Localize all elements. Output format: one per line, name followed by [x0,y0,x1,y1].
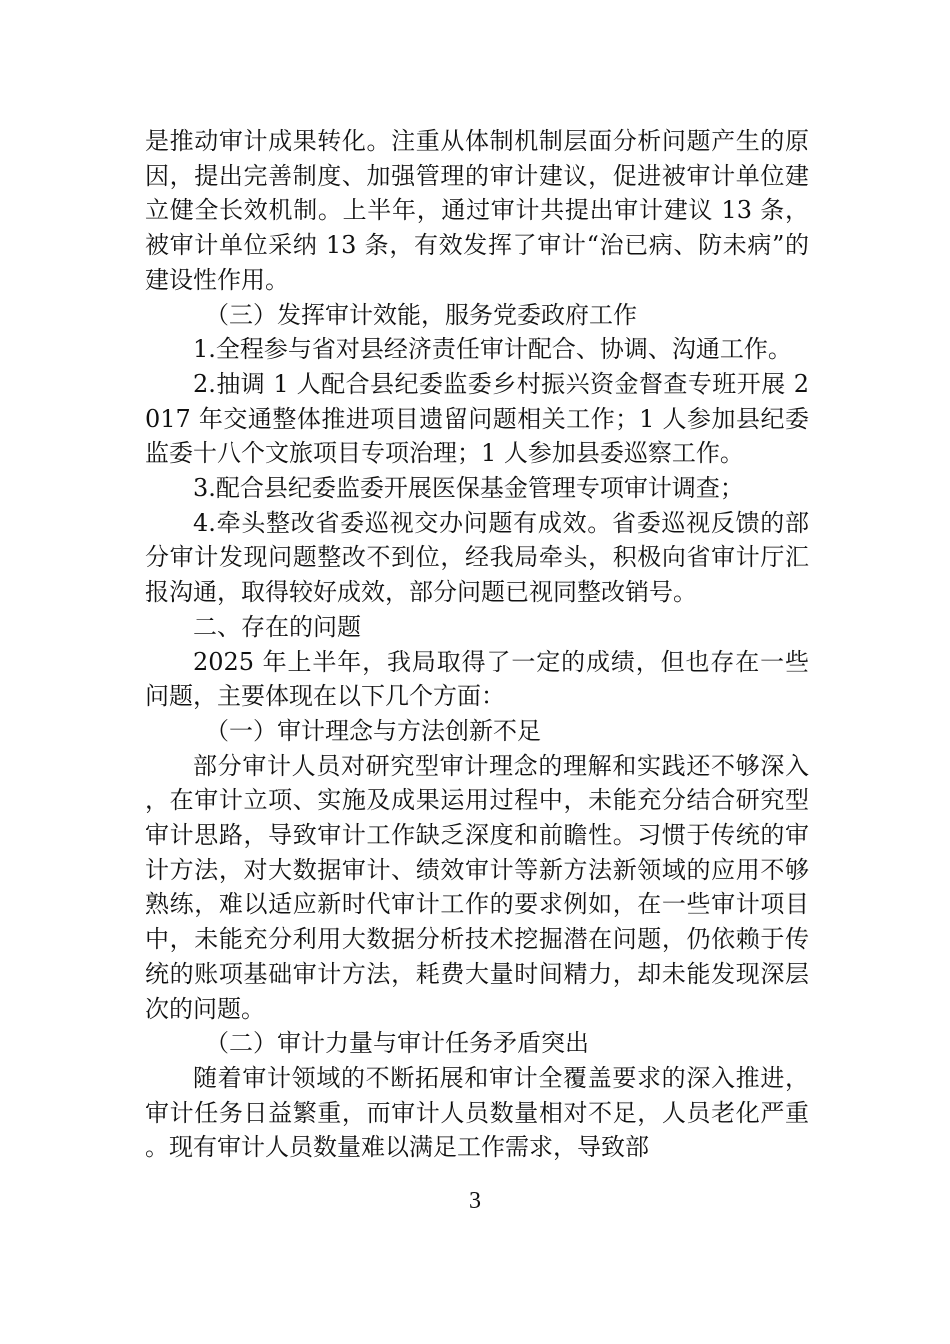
paragraph-continuation: 是推动审计成果转化。注重从体制机制层面分析问题产生的原因，提出完善制度、加强管理的审计建议，促进被审计单位建立健全长效机制。上半年，通过审计共提出审计建议 13 条，被审计单位采纳 13 条，有效发挥了审计“治已病、防未病”的建设性作用。 [145,127,809,294]
section-heading-2: （二）审计力量与审计任务矛盾突出 [205,1029,589,1058]
list-item-2: 2.抽调 1 人配合县纪委监委乡村振兴资金督查专班开展 2017 年交通整体推进项目遗留问题相关工作；1 人参加县纪委监委十八个文旅项目专项治理；1 人参加县委巡察工作。 [145,369,809,468]
paragraph-innovation: 部分审计人员对研究型审计理念的理解和实践还不够深入，在审计立项、实施及成果运用过程中，未能充分结合研究型审计思路，导致审计工作缺乏深度和前瞻性。习惯于传统的审计方法，对大数据审计、绩效审计等新方法新领域的应用不够熟练，难以适应新时代审计工作的要求例如，在一些审计项目中，未能充分利用大数据分析技术挖掘潜在问题，仍依赖于传统的账项基础审计方法，耗费大量时间精力，却未能发现深层次的问题。 [145,751,809,1023]
section-heading-3: （三）发挥审计效能，服务党委政府工作 [205,300,637,329]
list-item-4: 4.牵头整改省委巡视交办问题有成效。省委巡视反馈的部分审计发现问题整改不到位，经我局牵头，积极向省审计厅汇报沟通，取得较好成效，部分问题已视同整改销号。 [145,508,809,607]
paragraph-staffing: 随着审计领域的不断拓展和审计全覆盖要求的深入推进，审计任务日益繁重，而审计人员数量相对不足，人员老化严重。现有审计人员数量难以满足工作需求，导致部 [145,1063,809,1162]
paragraph-problems-intro: 2025 年上半年，我局取得了一定的成绩，但也存在一些问题，主要体现在以下几个方面： [145,647,809,711]
list-item-3: 3.配合县纪委监委开展医保基金管理专项审计调查； [193,474,744,503]
list-item-1: 1.全程参与省对县经济责任审计配合、协调、沟通工作。 [193,335,792,364]
page-number: 3 [469,1188,481,1214]
document-body [145,124,809,1165]
chapter-heading-problems: 二、存在的问题 [193,612,361,641]
section-heading-1: （一）审计理念与方法创新不足 [205,716,541,745]
